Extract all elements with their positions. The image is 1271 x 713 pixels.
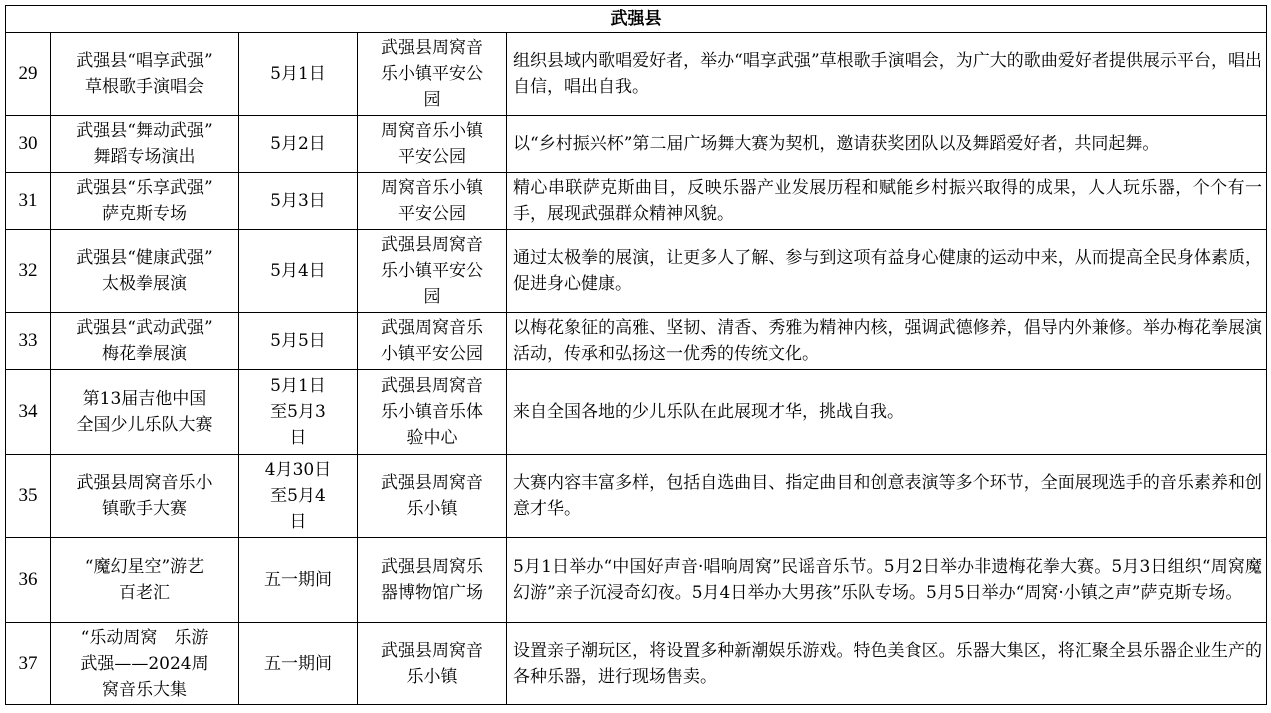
row-number: 33 (6, 313, 51, 370)
table-row (6, 538, 1267, 623)
events-table (5, 5, 1267, 705)
event-description: 精心串联萨克斯曲目，反映乐器产业发展历程和赋能乡村振兴取得的成果，人人玩乐器，个个有一手，展现武强群众精神风貌。 (507, 173, 1267, 230)
event-date: 五一期间 (239, 538, 358, 623)
event-date: 4月30日 至5月4 日 (239, 455, 358, 538)
table-row (6, 33, 1267, 116)
event-place: 周窝音乐小镇 平安公园 (358, 116, 507, 173)
event-date: 5月4日 (239, 230, 358, 313)
event-date: 5月5日 (239, 313, 358, 370)
event-place: 武强县周窝乐 器博物馆广场 (358, 538, 507, 623)
event-description: 以“乡村振兴杯”第二届广场舞大赛为契机，邀请获奖团队以及舞蹈爱好者，共同起舞。 (507, 116, 1267, 173)
table-header-row (6, 6, 1267, 33)
event-place: 武强县周窝音 乐小镇音乐体 验中心 (358, 370, 507, 455)
table-row (6, 623, 1267, 705)
event-date: 5月1日 至5月3 日 (239, 370, 358, 455)
event-place: 武强县周窝音 乐小镇平安公 园 (358, 230, 507, 313)
event-description: 以梅花象征的高雅、坚韧、清香、秀雅为精神内核，强调武德修养，倡导内外兼修。举办梅花拳展演活动，传承和弘扬这一优秀的传统文化。 (507, 313, 1267, 370)
event-place: 武强周窝音乐 小镇平安公园 (358, 313, 507, 370)
row-number: 29 (6, 33, 51, 116)
event-name: 第13届吉他中国 全国少儿乐队大赛 (51, 370, 239, 455)
event-place: 周窝音乐小镇 平安公园 (358, 173, 507, 230)
event-name: 武强县“唱享武强” 草根歌手演唱会 (51, 33, 239, 116)
event-description: 大赛内容丰富多样，包括自选曲目、指定曲目和创意表演等多个环节，全面展现选手的音乐素养和创意才华。 (507, 455, 1267, 538)
event-description: 5月1日举办“中国好声音·唱响周窝”民谣音乐节。5月2日举办非遗梅花拳大赛。5月3日组织“周窝魔幻游”亲子沉浸奇幻夜。5月4日举办大男孩”乐队专场。5月5日举办“周窝·小镇之声”萨克斯专场。 (507, 538, 1267, 623)
row-number: 36 (6, 538, 51, 623)
table-row (6, 230, 1267, 313)
event-place: 武强县周窝音 乐小镇 (358, 455, 507, 538)
event-date: 五一期间 (239, 623, 358, 705)
event-place: 武强县周窝音 乐小镇平安公 园 (358, 33, 507, 116)
table-row (6, 455, 1267, 538)
event-name: 武强县“乐享武强” 萨克斯专场 (51, 173, 239, 230)
row-number: 35 (6, 455, 51, 538)
event-name: 武强县“舞动武强” 舞蹈专场演出 (51, 116, 239, 173)
event-name: 武强县“武动武强” 梅花拳展演 (51, 313, 239, 370)
event-date: 5月2日 (239, 116, 358, 173)
row-number: 37 (6, 623, 51, 705)
event-description: 通过太极拳的展演，让更多人了解、参与到这项有益身心健康的运动中来，从而提高全民身体素质，促进身心健康。 (507, 230, 1267, 313)
county-header: 武强县 (6, 6, 1267, 33)
event-name: “魔幻星空”游艺 百老汇 (51, 538, 239, 623)
row-number: 31 (6, 173, 51, 230)
row-number: 34 (6, 370, 51, 455)
event-date: 5月1日 (239, 33, 358, 116)
event-description: 组织县域内歌唱爱好者，举办“唱享武强”草根歌手演唱会，为广大的歌曲爱好者提供展示平台，唱出自信，唱出自我。 (507, 33, 1267, 116)
event-description: 设置亲子潮玩区，将设置多种新潮娱乐游戏。特色美食区。乐器大集区，将汇聚全县乐器企业生产的各种乐器，进行现场售卖。 (507, 623, 1267, 705)
table-row (6, 173, 1267, 230)
event-date: 5月3日 (239, 173, 358, 230)
event-name: 武强县周窝音乐小 镇歌手大赛 (51, 455, 239, 538)
table-body (6, 33, 1267, 705)
event-name: 武强县“健康武强” 太极拳展演 (51, 230, 239, 313)
event-name: “乐动周窝 乐游 武强——2024周 窝音乐大集 (51, 623, 239, 705)
event-place: 武强县周窝音 乐小镇 (358, 623, 507, 705)
row-number: 32 (6, 230, 51, 313)
event-description: 来自全国各地的少儿乐队在此展现才华，挑战自我。 (507, 370, 1267, 455)
table-row (6, 370, 1267, 455)
table-row (6, 313, 1267, 370)
table-row (6, 116, 1267, 173)
row-number: 30 (6, 116, 51, 173)
